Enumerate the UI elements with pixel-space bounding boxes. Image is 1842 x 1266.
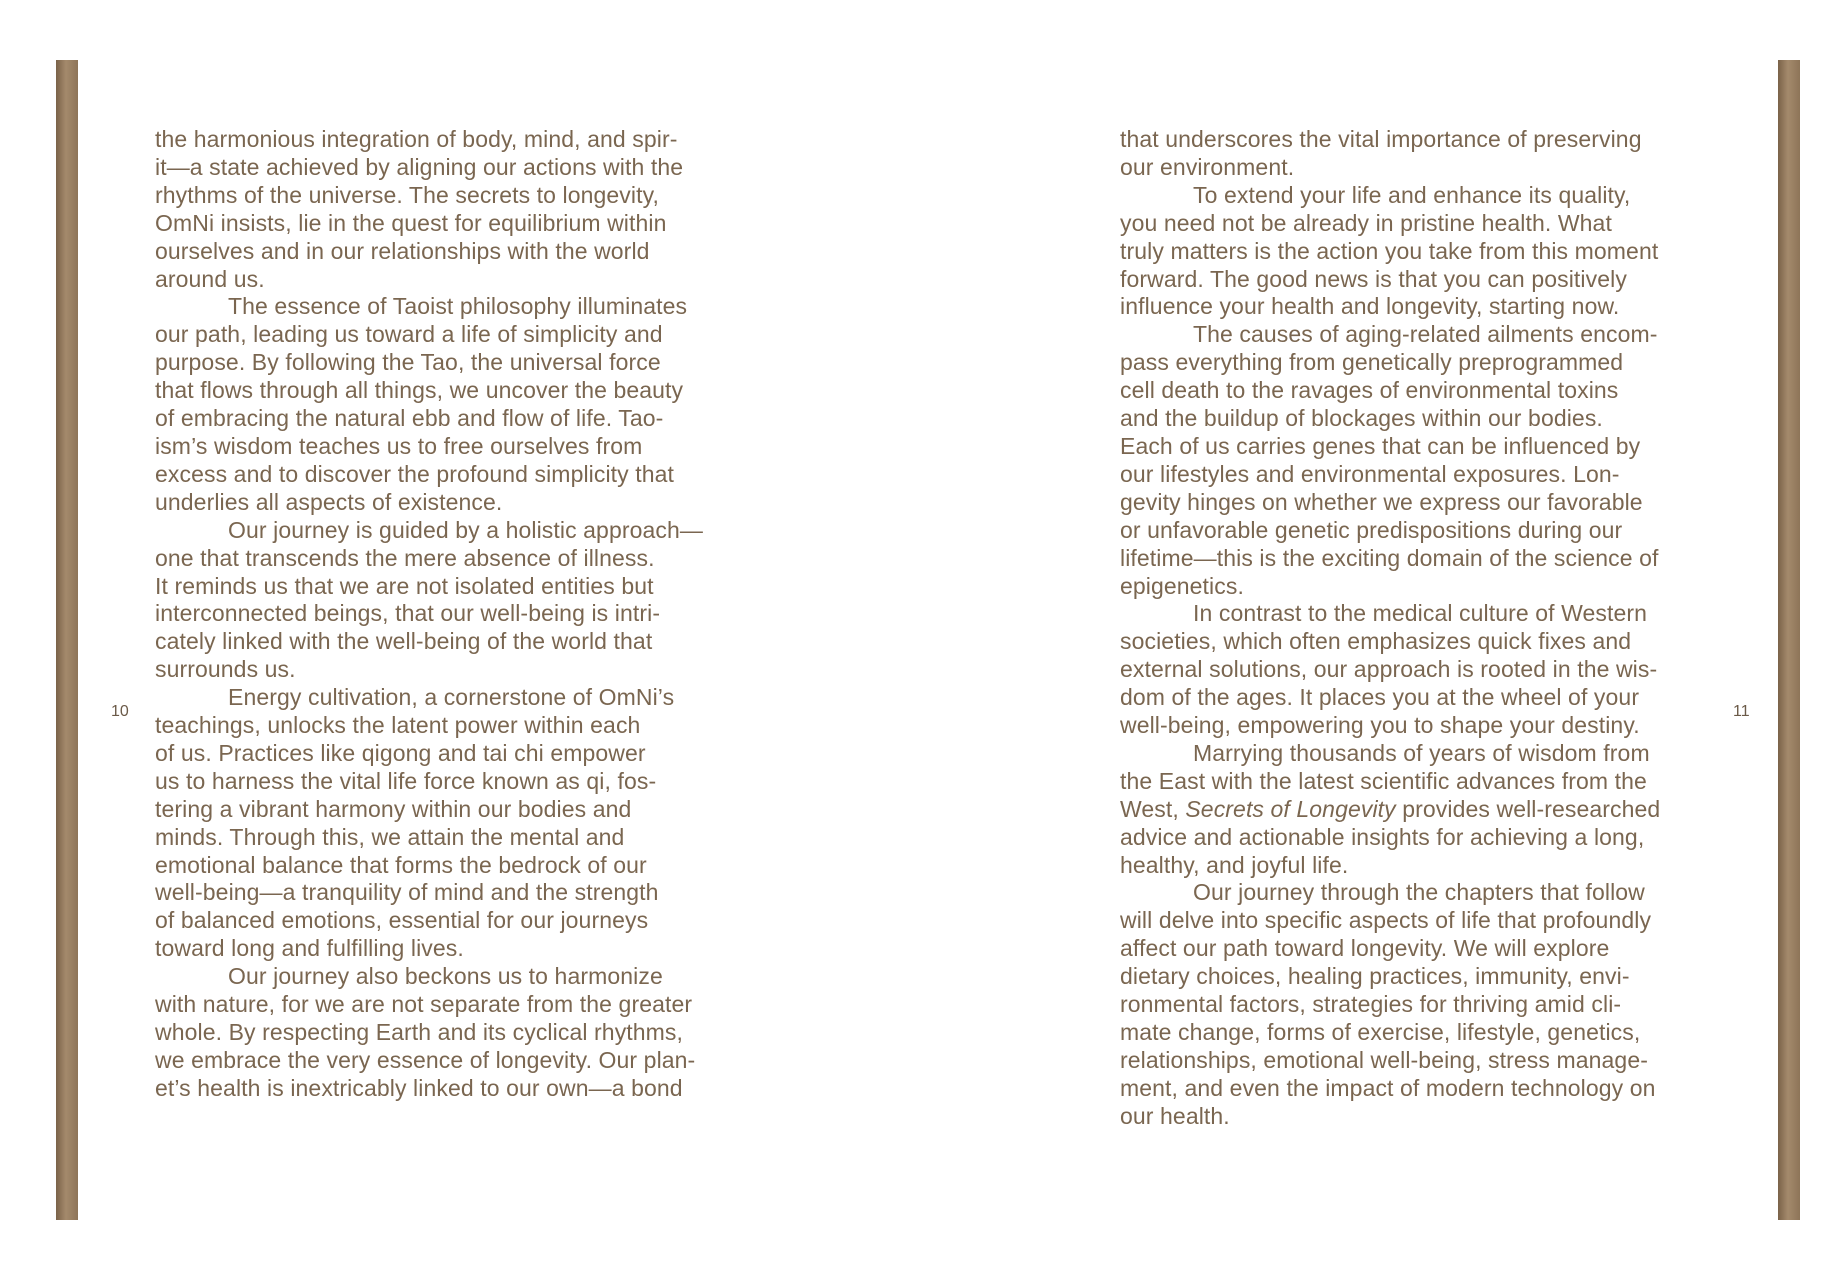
- text-line: Our journey also beckons us to harmonize: [228, 963, 663, 990]
- text-line: whole. By respecting Earth and its cyclical rhythms,: [155, 1019, 684, 1045]
- right-page-text-column: [1120, 126, 1705, 1131]
- text-line: external solutions, our approach is rooted in the wis-: [1120, 656, 1658, 683]
- text-line: teachings, unlocks the latent power within each: [155, 712, 641, 739]
- text-line: toward long and fulfilling lives.: [155, 935, 464, 962]
- text-line: forward. The good news is that you can positively: [1120, 265, 1627, 292]
- text-line: dom of the ages. It places you at the wheel of your: [1120, 684, 1640, 711]
- text-line: Marrying thousands of years of wisdom from: [1193, 739, 1650, 766]
- text-line: of us. Practices like qigong and tai chi empower: [155, 739, 646, 766]
- text-line: of balanced emotions, essential for our journeys: [155, 907, 649, 934]
- text-line: truly matters is the action you take from this moment: [1120, 237, 1659, 264]
- text-line: pass everything from genetically preprogrammed: [1120, 349, 1624, 376]
- text-line: To extend your life and enhance its quality,: [1193, 181, 1631, 208]
- text-line: epigenetics.: [1120, 572, 1244, 599]
- text-line: us to harness the vital life force known as qi, fos-: [155, 767, 657, 794]
- text-line: that flows through all things, we uncover the beauty: [155, 377, 684, 404]
- paragraph: [155, 126, 735, 293]
- text-line: well-being, empowering you to shape your destiny.: [1120, 712, 1640, 739]
- text-line: societies, which often emphasizes quick fixes and: [1120, 628, 1632, 655]
- text-line: our path, leading us toward a life of simplicity and: [155, 321, 663, 348]
- text-line: tering a vibrant harmony within our bodies and: [155, 795, 632, 822]
- text-line: gevity hinges on whether we express our favorable: [1120, 488, 1643, 515]
- paragraph: [155, 517, 735, 684]
- text-line: mate change, forms of exercise, lifestyle, genetics,: [1120, 1019, 1641, 1045]
- text-line: will delve into specific aspects of life that profoundly: [1120, 907, 1652, 934]
- text-line: you need not be already in pristine health. What: [1120, 209, 1612, 236]
- text-line: and the buildup of blockages within our bodies.: [1120, 405, 1603, 432]
- text-line: well-being—a tranquility of mind and the strength: [155, 879, 659, 906]
- text-line-with-book-title: [1120, 796, 1705, 824]
- text-line: one that transcends the mere absence of illness.: [155, 544, 655, 571]
- text-fragment: provides well-researched: [1395, 795, 1661, 822]
- right-page-edge-bar: [1778, 60, 1800, 1220]
- text-line: cately linked with the well-being of the world that: [155, 628, 653, 655]
- text-line: the East with the latest scientific advances from the: [1120, 767, 1647, 794]
- paragraph: [1120, 182, 1705, 322]
- book-title: Secrets of Longevity: [1185, 795, 1396, 822]
- text-line: interconnected beings, that our well-being is intri-: [155, 600, 661, 627]
- text-line: Each of us carries genes that can be influenced by: [1120, 432, 1641, 459]
- paragraph: [1120, 321, 1705, 600]
- text-line: et’s health is inextricably linked to our own—a bond: [155, 1074, 683, 1101]
- text-line: advice and actionable insights for achieving a long,: [1120, 823, 1645, 850]
- text-line: affect our path toward longevity. We will explore: [1120, 935, 1610, 962]
- text-line: ourselves and in our relationships with the world: [155, 237, 650, 264]
- text-line: ment, and even the impact of modern technology on: [1120, 1074, 1656, 1101]
- text-line: It reminds us that we are not isolated entities but: [155, 572, 654, 599]
- left-page-edge-bar: [56, 60, 78, 1220]
- text-line: emotional balance that forms the bedrock of our: [155, 851, 647, 878]
- page-number-left: 10: [111, 703, 129, 720]
- text-line: relationships, emotional well-being, stress manage-: [1120, 1046, 1648, 1073]
- text-line: that underscores the vital importance of preserving: [1120, 126, 1642, 152]
- text-fragment: West,: [1120, 795, 1186, 822]
- text-line: rhythms of the universe. The secrets to longevity,: [155, 181, 659, 208]
- text-line: influence your health and longevity, starting now.: [1120, 293, 1620, 320]
- paragraph: [1120, 126, 1705, 182]
- text-line: The causes of aging-related ailments encom-: [1193, 321, 1658, 348]
- text-line: healthy, and joyful life.: [1120, 851, 1349, 878]
- text-line: the harmonious integration of body, mind, and spir-: [155, 126, 678, 152]
- text-line: surrounds us.: [155, 656, 296, 683]
- text-line: dietary choices, healing practices, immunity, envi-: [1120, 963, 1630, 990]
- paragraph: [1120, 600, 1705, 740]
- text-line: minds. Through this, we attain the mental and: [155, 823, 625, 850]
- text-line: our health.: [1120, 1102, 1230, 1129]
- text-line: purpose. By following the Tao, the universal force: [155, 349, 661, 376]
- text-line: around us.: [155, 265, 265, 292]
- text-line: Our journey is guided by a holistic approach—: [228, 516, 703, 543]
- text-line: it—a state achieved by aligning our actions with the: [155, 153, 684, 180]
- text-line: lifetime—this is the exciting domain of the science of: [1120, 544, 1659, 571]
- paragraph: [1120, 740, 1705, 880]
- paragraph: [155, 963, 735, 1103]
- text-line: ronmental factors, strategies for thriving amid cli-: [1120, 991, 1622, 1018]
- text-line: Our journey through the chapters that follow: [1193, 879, 1645, 906]
- text-line: cell death to the ravages of environmental toxins: [1120, 377, 1619, 404]
- text-line: of embracing the natural ebb and flow of life. Tao-: [155, 405, 664, 432]
- text-line: underlies all aspects of existence.: [155, 488, 503, 515]
- text-line: or unfavorable genetic predispositions during our: [1120, 516, 1623, 543]
- text-line: our lifestyles and environmental exposures. Lon-: [1120, 460, 1620, 487]
- paragraph: [155, 293, 735, 516]
- text-line: with nature, for we are not separate from the greater: [155, 991, 693, 1018]
- text-line: our environment.: [1120, 153, 1295, 180]
- left-page-text-column: [155, 126, 735, 1103]
- text-line: The essence of Taoist philosophy illuminates: [228, 293, 688, 320]
- paragraph: [1120, 879, 1705, 1130]
- text-line: OmNi insists, lie in the quest for equilibrium within: [155, 209, 667, 236]
- page-number-right: 11: [1733, 703, 1750, 720]
- paragraph: [155, 684, 735, 963]
- text-line: ism’s wisdom teaches us to free ourselves from: [155, 432, 643, 459]
- text-line: excess and to discover the profound simplicity that: [155, 460, 675, 487]
- text-line: we embrace the very essence of longevity. Our plan-: [155, 1046, 696, 1073]
- text-line: In contrast to the medical culture of Western: [1193, 600, 1648, 627]
- text-line: Energy cultivation, a cornerstone of OmNi’s: [228, 684, 675, 711]
